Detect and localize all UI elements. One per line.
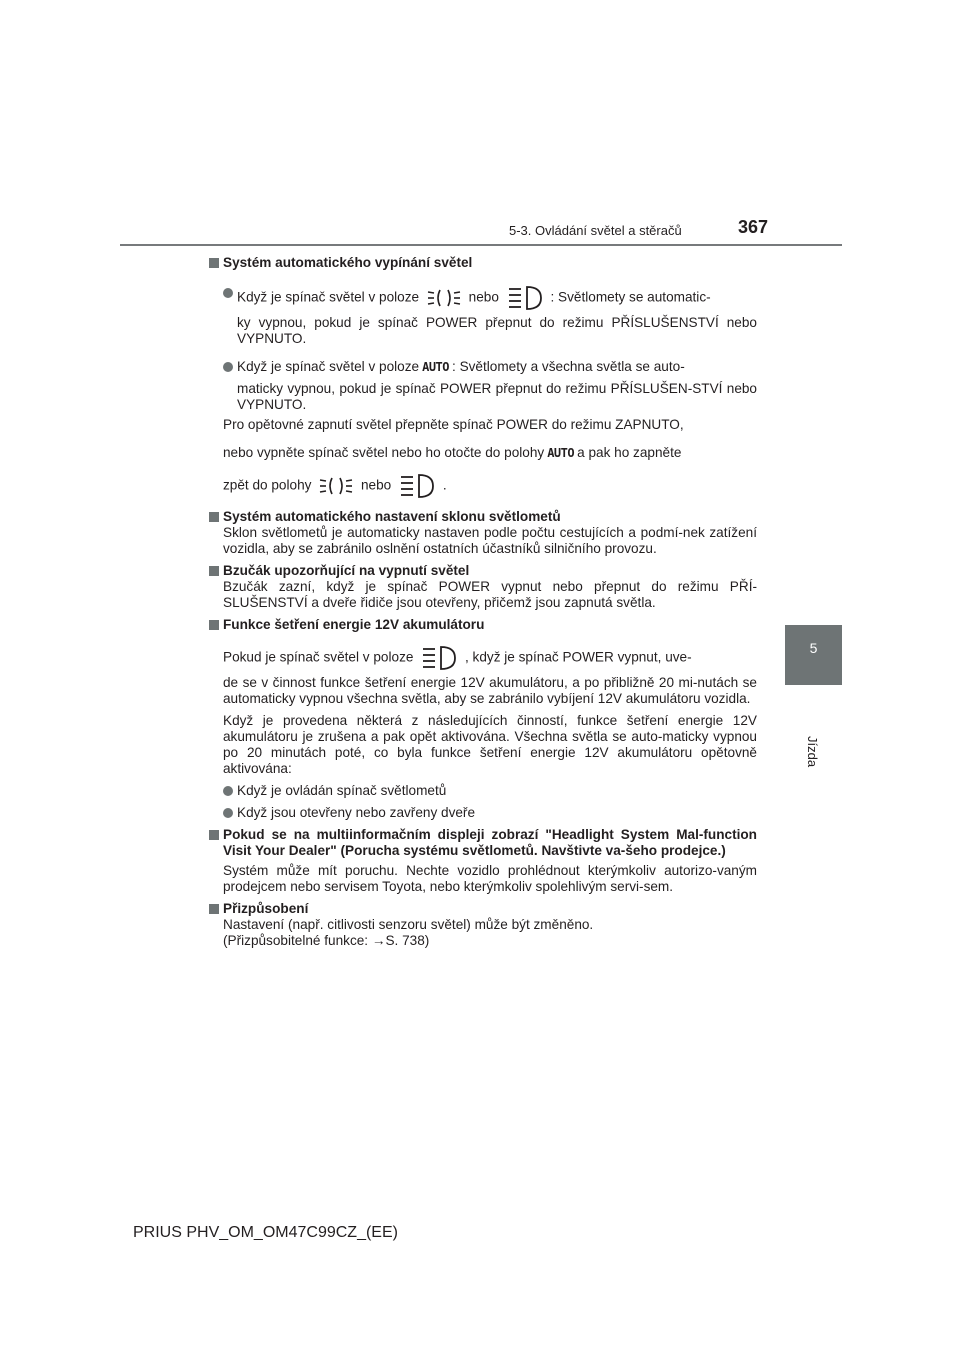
- header-divider: [120, 244, 842, 246]
- paragraph: zpět do polohy nebo .: [209, 473, 757, 499]
- heading-buzzer: Bzučák upozorňující na vypnutí světel: [209, 563, 757, 579]
- auto-label: AUTO: [547, 446, 575, 460]
- paragraph: Když je provedena některá z následujících činností, funkce šetření energie 12V akumulátoru je zrušena a pak opět aktivována. Všechna světla se auto-maticky vypnou po 20 minutách poté, co byla funkce šetření energie 12V akumulátoru opětovně aktivována:: [223, 713, 757, 776]
- paragraph: Pro opětovné zapnutí světel přepněte spínač POWER do režimu ZAPNUTO,: [223, 417, 684, 432]
- square-bullet-icon: [209, 620, 219, 630]
- section-title: 5-3. Ovládání světel a stěračů: [509, 223, 682, 238]
- square-bullet-icon: [209, 566, 219, 576]
- heading-customization: Přizpůsobení: [209, 901, 757, 917]
- square-bullet-icon: [209, 258, 219, 268]
- round-bullet-icon: [223, 808, 233, 818]
- page-content: [209, 255, 757, 949]
- auto-label: AUTO: [422, 360, 450, 374]
- paragraph: Bzučák zazní, když je spínač POWER vypnut nebo přepnut do režimu PŘÍ-SLUŠENSTVÍ a dveře řidiče jsou otevřeny, přičemž jsou zapnutá světla.: [223, 579, 757, 610]
- heading-malfunction: Pokud se na multiinformačním displeji zobrazí "Headlight System Mal-function Visit Your Dealer" (Porucha systému světlometů. Navštivte va-šeho prodejce.): [209, 827, 757, 859]
- paragraph: Sklon světlometů je automaticky nastaven podle počtu cestujících a podmí-nek zatížení vozidla, aby se zabránilo oslnění ostatních účastníků silničního provozu.: [223, 525, 757, 556]
- bullet-item: Když je spínač světel v poloze nebo : Světlomety se automatic- ky vypnou, pokud je spínač POWER přepnut do režimu PŘÍSLUŠENSTVÍ nebo VYPNUTO.: [209, 285, 757, 347]
- headlight-icon: [507, 285, 543, 311]
- bullet-item: Když jsou otevřeny nebo zavřeny dveře: [209, 805, 757, 821]
- heading-auto-off: Systém automatického vypínání světel: [209, 255, 757, 271]
- parking-lights-icon: [427, 287, 461, 309]
- paragraph: Nastavení (např. citlivosti senzoru světel) může být změněno.: [223, 917, 594, 932]
- paragraph: Systém může mít poruchu. Nechte vozidlo prohlédnout kterýmkoliv autorizo-vaným prodejcem nebo servisem Toyota, nebo kterýmkoliv spolehlivým servi-sem.: [223, 863, 757, 894]
- parking-lights-icon: [319, 475, 353, 497]
- chapter-number: 5: [809, 640, 818, 656]
- headlight-icon: [399, 473, 435, 499]
- chapter-label: Jízda: [805, 736, 820, 768]
- square-bullet-icon: [209, 830, 219, 840]
- round-bullet-icon: [223, 288, 233, 298]
- page-number: 367: [738, 217, 769, 237]
- round-bullet-icon: [223, 362, 233, 372]
- footer-doc-code: PRIUS PHV_OM_OM47C99CZ_(EE): [133, 1224, 398, 1241]
- round-bullet-icon: [223, 786, 233, 796]
- paragraph: (Přizpůsobitelné funkce: →S. 738): [223, 933, 430, 948]
- heading-leveling: Systém automatického nastavení sklonu světlometů: [209, 509, 757, 525]
- headlight-icon: [421, 645, 457, 671]
- bullet-item: Když je ovládán spínač světlometů: [209, 783, 757, 799]
- paragraph: nebo vypněte spínač světel nebo ho otočte do polohy AUTO a pak ho zapněte: [223, 445, 682, 460]
- square-bullet-icon: [209, 512, 219, 522]
- square-bullet-icon: [209, 904, 219, 914]
- paragraph: Pokud je spínač světel v poloze , když je spínač POWER vypnut, uve- de se v činnost funkce šetření energie 12V akumulátoru, a po přibližně 20 mi-nutách se automaticky vypnou všechna světla, aby se zabránilo vybíjení 12V akumulátoru vozidla.: [209, 645, 757, 707]
- heading-battery-saver: Funkce šetření energie 12V akumulátoru: [209, 617, 757, 633]
- bullet-item: Když je spínač světel v poloze AUTO : Světlomety a všechna světla se auto- maticky vypnou, pokud je spínač POWER přepnut do režimu PŘÍSLUŠEN-STVÍ nebo VYPNUTO.: [209, 359, 757, 413]
